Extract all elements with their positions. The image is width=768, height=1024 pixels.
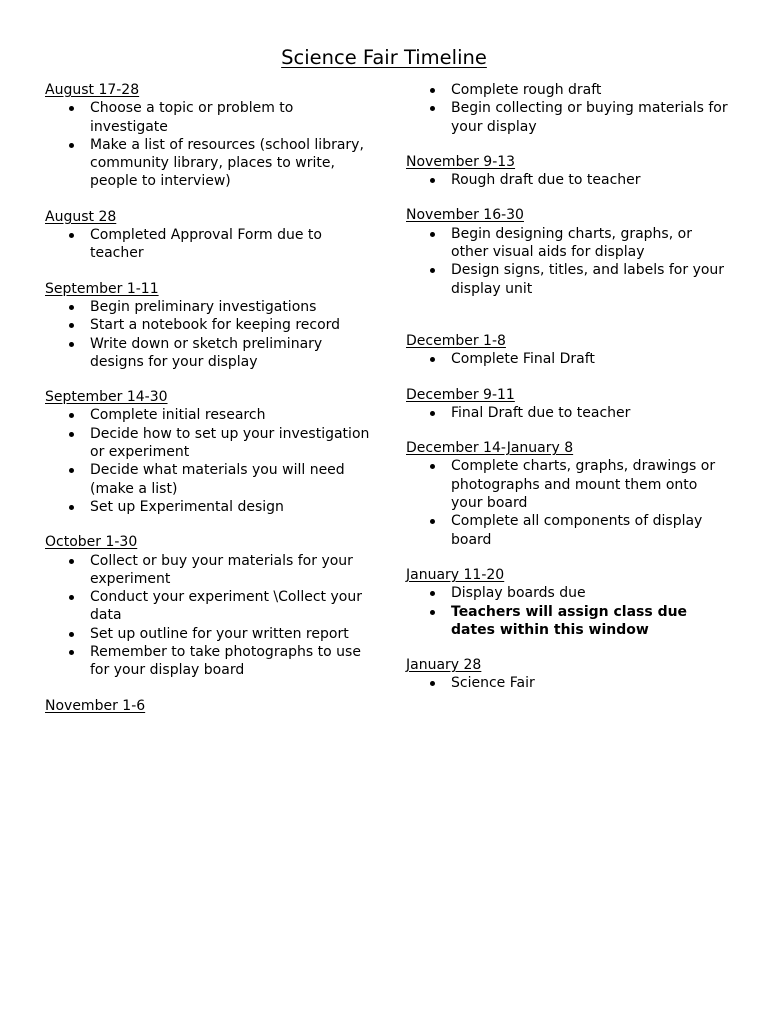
timeline-section-continued	[406, 81, 731, 136]
task-item: Complete all components of display board	[406, 512, 731, 549]
task-list	[406, 584, 731, 639]
section-date: September 14-30	[45, 389, 168, 406]
task-list	[406, 225, 731, 298]
timeline-section	[406, 566, 731, 639]
task-item: Complete Final Draft	[406, 350, 731, 368]
task-list	[406, 404, 731, 422]
task-item: Design signs, titles, and labels for your display unit	[406, 261, 731, 298]
task-list	[406, 81, 731, 136]
task-item: Begin designing charts, graphs, or other visual aids for display	[406, 225, 731, 262]
timeline-section	[406, 656, 731, 693]
task-item: Start a notebook for keeping record	[45, 316, 370, 334]
section-date: January 11-20	[406, 566, 505, 583]
section-date: August 17-28	[45, 82, 140, 98]
timeline-section	[406, 439, 731, 549]
task-list	[45, 552, 370, 680]
task-item: Complete initial research	[45, 406, 370, 424]
timeline-section	[45, 81, 370, 191]
section-date: January 28	[406, 657, 482, 674]
task-item: Display boards due	[406, 584, 731, 602]
task-list	[45, 406, 370, 516]
timeline-section	[45, 208, 370, 263]
section-date: December 1-8	[406, 332, 506, 349]
task-item: Science Fair	[406, 674, 731, 692]
section-date: November 1-6	[45, 697, 146, 714]
section-date: November 16-30	[406, 207, 524, 224]
task-item: Complete rough draft	[406, 81, 731, 99]
section-date: August 28	[45, 208, 117, 225]
page-title-text: Science Fair Timeline	[281, 46, 487, 69]
task-item: Final Draft due to teacher	[406, 404, 731, 422]
task-list	[45, 298, 370, 371]
task-item: Decide what materials you will need (make a list)	[45, 461, 370, 498]
task-item: Rough draft due to teacher	[406, 171, 731, 189]
timeline-section	[45, 388, 370, 516]
page-title	[0, 46, 768, 70]
task-item: Set up outline for your written report	[45, 625, 370, 643]
task-item: Set up Experimental design	[45, 498, 370, 516]
section-date: October 1-30	[45, 534, 138, 551]
section-date: September 1-11	[45, 280, 159, 297]
section-date: November 9-13	[406, 153, 516, 170]
task-list	[406, 457, 731, 548]
timeline-section	[45, 280, 370, 371]
section-date: December 9-11	[406, 386, 515, 403]
task-item: Conduct your experiment \Collect your data	[45, 588, 370, 625]
task-item: Collect or buy your materials for your experiment	[45, 552, 370, 589]
section-date: December 14-January 8	[406, 440, 574, 457]
left-column	[45, 81, 370, 732]
right-column	[406, 81, 731, 710]
timeline-section	[406, 153, 731, 190]
task-item: Completed Approval Form due to teacher	[45, 226, 370, 263]
task-item: Complete charts, graphs, drawings or photographs and mount them onto your board	[406, 457, 731, 512]
task-item: Begin preliminary investigations	[45, 298, 370, 316]
task-item-emphasized: Teachers will assign class due dates within this window	[406, 603, 731, 640]
task-item: Decide how to set up your investigation or experiment	[45, 425, 370, 462]
task-item: Begin collecting or buying materials for your display	[406, 99, 731, 136]
timeline-section	[406, 332, 731, 369]
task-item: Make a list of resources (school library, community library, places to write, people to interview)	[45, 136, 370, 191]
task-list	[45, 226, 370, 263]
task-item: Choose a topic or problem to investigate	[45, 99, 370, 136]
task-list	[406, 171, 731, 189]
task-item: Remember to take photographs to use for your display board	[45, 643, 370, 680]
timeline-section	[406, 206, 731, 297]
task-list	[406, 674, 731, 692]
timeline-section	[45, 697, 370, 715]
timeline-section	[45, 533, 370, 679]
task-list	[45, 99, 370, 190]
task-list	[406, 350, 731, 368]
timeline-section	[406, 386, 731, 423]
task-item: Write down or sketch preliminary designs for your display	[45, 335, 370, 372]
